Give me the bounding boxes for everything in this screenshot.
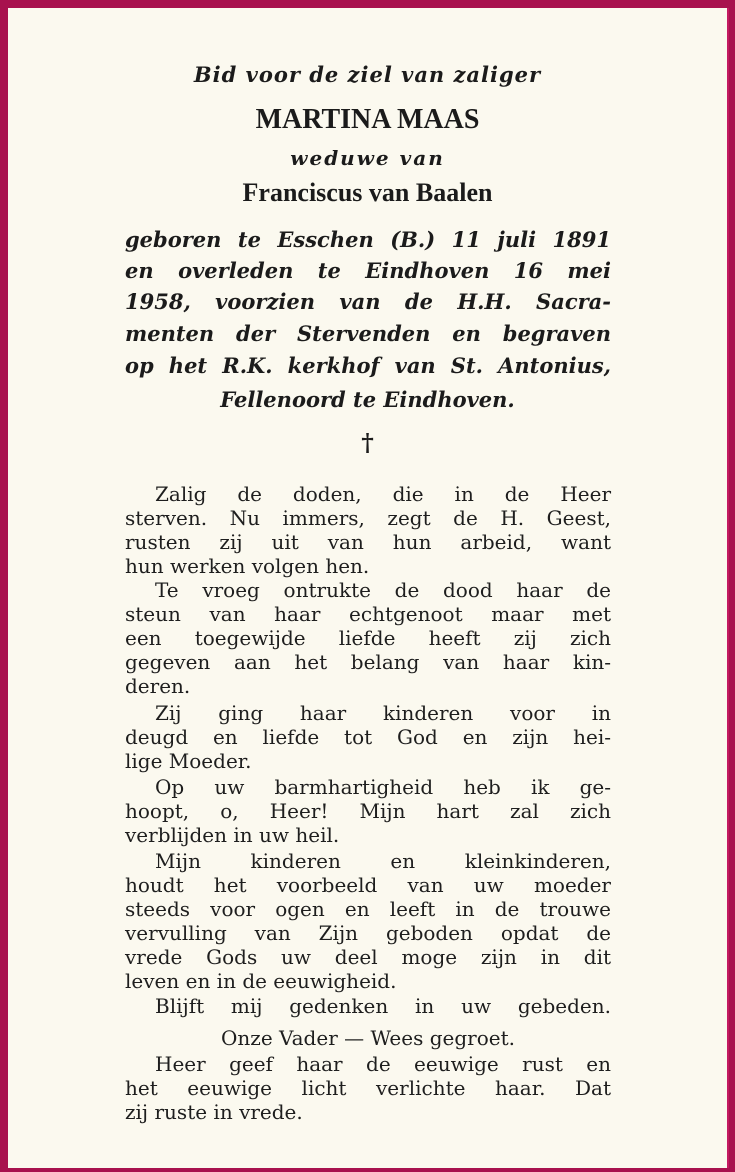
deceased-name: MARTINA MAAS [255, 104, 480, 135]
cross-symbol: † [361, 428, 374, 457]
text-line: sterven. Nu immers, zegt de H. Geest, [125, 506, 611, 530]
text-line: zij ruste in vrede. [125, 1100, 303, 1124]
bio-line: en overleden te Eindhoven 16 mei [125, 258, 611, 283]
text-line: Heer geef haar de eeuwige rust en [155, 1052, 611, 1076]
text-line: steun van haar echtgenoot maar met [125, 602, 611, 626]
text-line: hoopt, o, Heer! Mijn hart zal zich [125, 799, 611, 823]
bio-line: menten der Stervenden en begraven [125, 321, 611, 346]
text-line: Te vroeg ontrukte de dood haar de [155, 578, 611, 602]
relation-line: weduwe van [290, 146, 445, 170]
prayer-line: Bid voor de ziel van zaliger [193, 62, 542, 87]
text-line: houdt het voorbeeld van uw moeder [125, 873, 611, 897]
text-line: Mijn kinderen en kleinkinderen, [155, 849, 611, 873]
bio-line: Fellenoord te Eindhoven. [220, 387, 515, 412]
text-line: vervulling van Zijn geboden opdat de [125, 921, 611, 945]
text-line: verblijden in uw heil. [125, 823, 340, 847]
bio-line: op het R.K. kerkhof van St. Antonius, [125, 353, 611, 378]
text-line: het eeuwige licht verlichte haar. Dat [125, 1076, 611, 1100]
text-line: steeds voor ogen en leeft in de trouwe [125, 897, 611, 921]
bio-line: 1958, voorzien van de H.H. Sacra- [125, 289, 611, 314]
text-line: vrede Gods uw deel moge zijn in dit [125, 945, 611, 969]
text-line: deugd en liefde tot God en zijn hei- [125, 725, 611, 749]
text-line: hun werken volgen hen. [125, 554, 370, 578]
text-line: Onze Vader — Wees gegroet. [221, 1026, 515, 1050]
text-line: Zalig de doden, die in de Heer [155, 482, 611, 506]
text-line: rusten zij uit van hun arbeid, want [125, 530, 611, 554]
text-line: leven en in de eeuwigheid. [125, 969, 397, 993]
text-line: Op uw barmhartigheid heb ik ge- [155, 775, 611, 799]
text-line: een toegewijde liefde heeft zij zich [125, 626, 611, 650]
spouse-name: Franciscus van Baalen [242, 178, 493, 207]
text-line: gegeven aan het belang van haar kin- [125, 650, 611, 674]
text-line: Blijft mij gedenken in uw gebeden. [155, 994, 611, 1018]
bio-line: geboren te Esschen (B.) 11 juli 1891 [125, 227, 611, 252]
text-line: deren. [125, 674, 191, 698]
text-line: Zij ging haar kinderen voor in [155, 701, 611, 725]
text-line: lige Moeder. [125, 749, 252, 773]
